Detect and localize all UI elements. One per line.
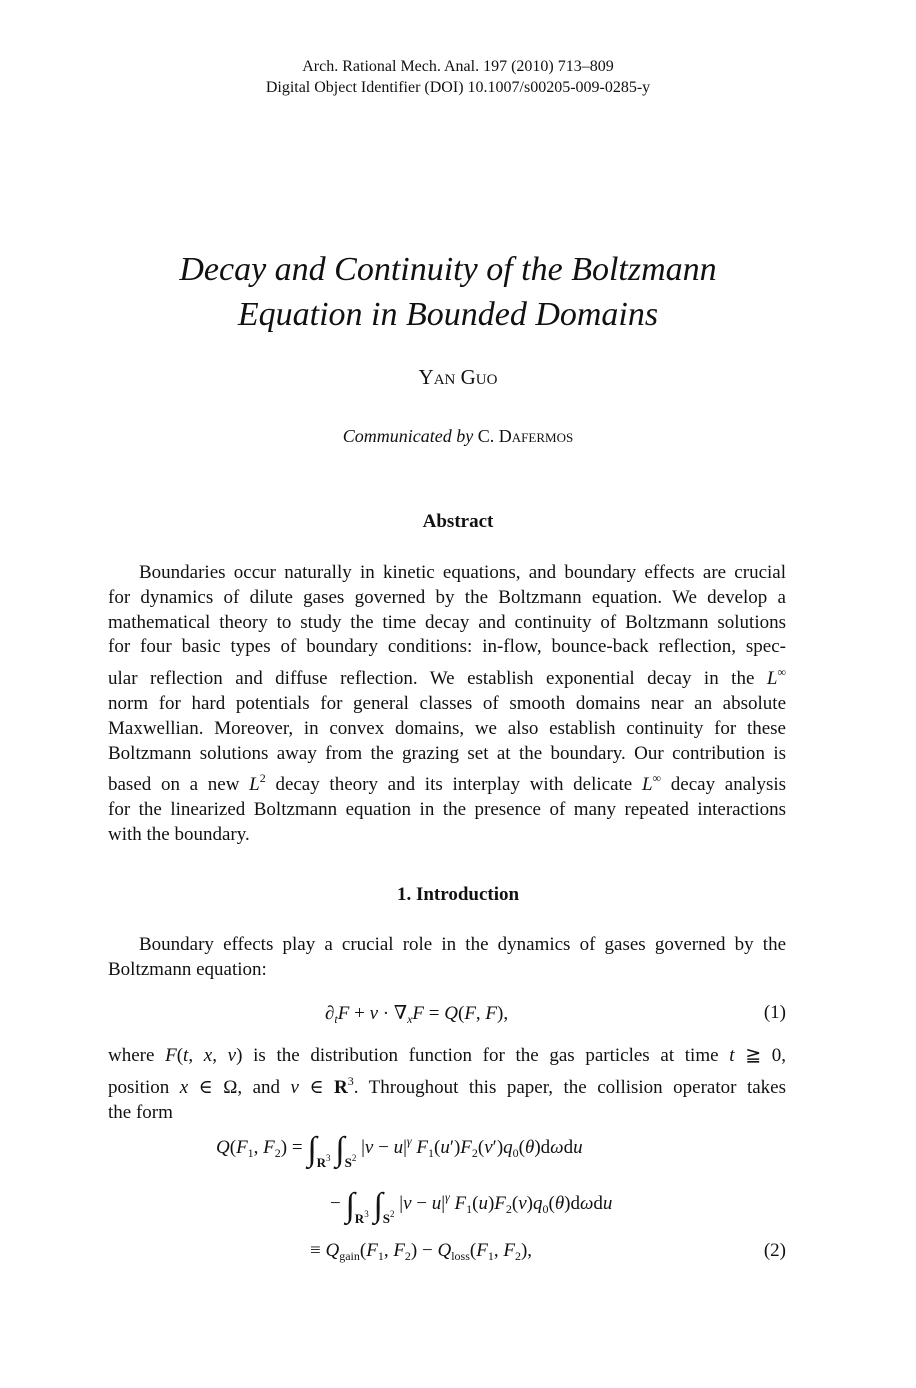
communicating-editor: C. Dafermos <box>477 426 574 446</box>
equation-2-line-3: ≡ $Q_{gain}(F_1$, $F_2) - Q_{loss}(F_1$, $F_2$), <box>310 1240 533 1263</box>
abstract-line: for four basic types of boundary conditions: in-flow, bounce-back reflection, spec- <box>108 636 786 658</box>
introduction-heading: 1. Introduction <box>396 884 520 905</box>
intro-paragraph-1 <box>108 933 786 983</box>
doi-line: Digital Object Identifier (DOI) 10.1007/s00205-009-0285-y <box>265 79 651 96</box>
intro-line: Boundary effects play a crucial role in the dynamics of gases governed by the <box>139 934 786 955</box>
abstract-line: with the boundary. <box>108 823 250 845</box>
abstract-line: Boundaries occur naturally in kinetic equations, and boundary effects are crucial <box>139 562 786 583</box>
journal-citation: Arch. Rational Mech. Anal. 197 (2010) 713–809 <box>302 58 614 75</box>
abstract-line: Boltzmann solutions away from the grazing set at the boundary. Our contribution is <box>108 742 786 764</box>
intro-line: Boltzmann equation: <box>108 958 267 980</box>
abstract-line: ular reflection and diffuse reflection. We establish exponential decay in the L∞ <box>108 665 787 690</box>
abstract-line: for the linearized Boltzmann equation in the presence of many repeated interactions <box>108 799 786 821</box>
intro-line: position x ∈ Ω, and v ∈ $R^3$. Throughout this paper, the collision operator takes <box>108 1073 787 1098</box>
abstract-heading: Abstract <box>422 511 494 532</box>
abstract-line: Maxwellian. Moreover, in convex domains, we also establish continuity for these <box>108 717 786 739</box>
title-line-2: Equation in Bounded Domains <box>237 296 659 333</box>
communicated-prefix: Communicated by <box>342 426 474 446</box>
abstract-line: for dynamics of dilute gases governed by the Boltzmann equation. We develop a <box>108 586 786 608</box>
equation-number-1: (1) <box>763 1002 786 1023</box>
title-line-1: Decay and Continuity of the Boltzmann <box>179 251 717 288</box>
paper-title <box>60 247 836 337</box>
equation-number-2: (2) <box>763 1240 786 1261</box>
abstract-line: norm for hard potentials for general classes of smooth domains near an absolute <box>108 692 786 714</box>
equation-2-line-1: $Q(F_1$, $F_2) = \int_{R3}$ $\int_{S2}$ $|v - u|^\gamma$ $F_1(u')F_2(v')q_0(\theta)d\omega du$ <box>216 1131 583 1170</box>
intro-line: the form <box>108 1101 173 1123</box>
author-name: Yan Guo <box>418 365 498 389</box>
equation-1: $\partial_tF + v \cdot \nabla_xF = Q(F$, F), <box>325 1003 509 1026</box>
abstract-body <box>108 561 786 848</box>
intro-paragraph-2 <box>108 1044 786 1125</box>
abstract-line: based on a new $L^2$ decay theory and its interplay with delicate L∞ decay analysis <box>108 771 787 796</box>
abstract-line: mathematical theory to study the time decay and continuity of Boltzmann solutions <box>108 611 786 633</box>
equation-2-line-2: − $\int_{R3}$ $\int_{S2}$ $|v - u|^\gamma$ $F_1(u)F_2(v)q_0(\theta)d\omega du$ <box>330 1187 613 1226</box>
communicated-by <box>0 426 916 447</box>
intro-line: where F(t, x, v) is the distribution function for the gas particles at time t ≧ 0, <box>108 1045 787 1066</box>
